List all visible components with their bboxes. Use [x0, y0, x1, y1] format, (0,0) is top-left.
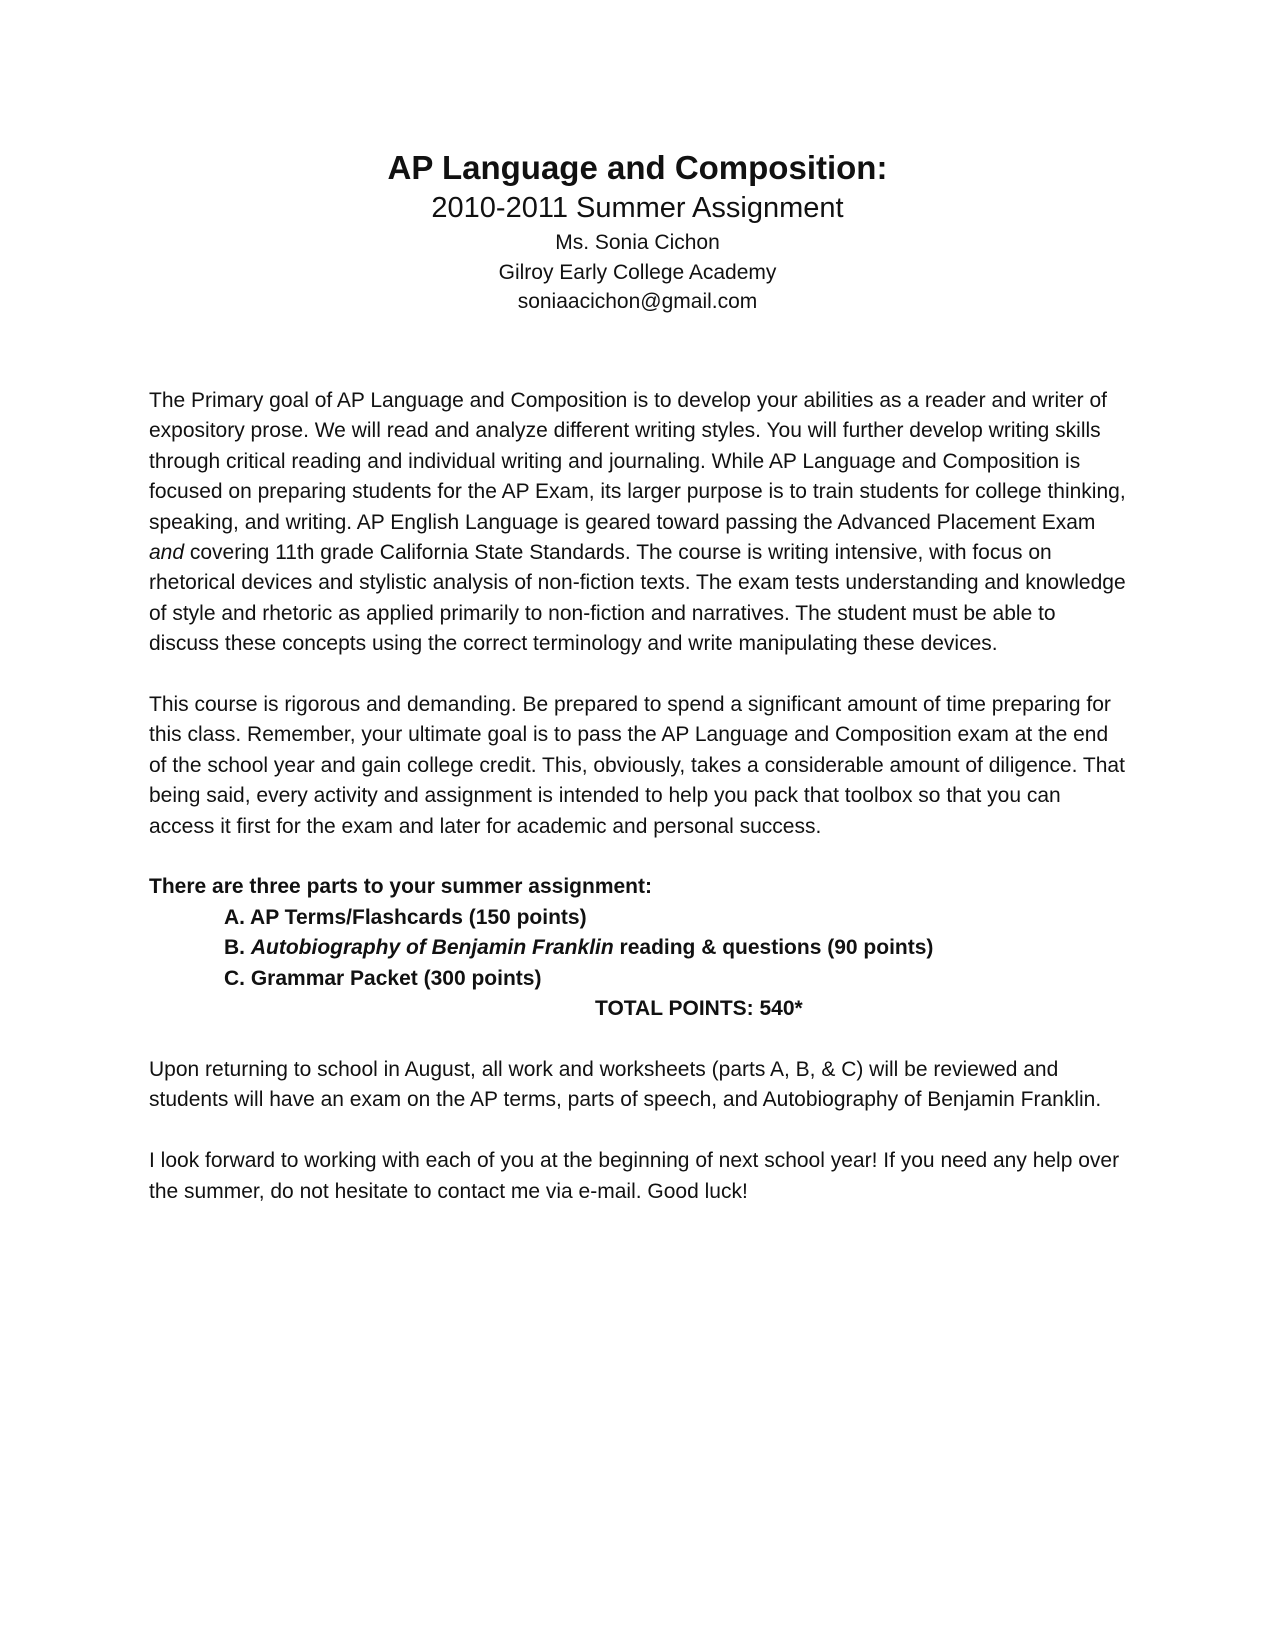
- assignment-item-b-prefix: B.: [224, 936, 251, 960]
- document-header: [0, 148, 1275, 317]
- document-body: [149, 386, 1129, 1207]
- paragraph-spacer: [149, 842, 1129, 872]
- page-title: AP Language and Composition:: [387, 149, 888, 186]
- paragraph-spacer: [149, 1025, 1129, 1055]
- teacher-name: Ms. Sonia Cichon: [555, 231, 720, 254]
- assignment-item-c: C. Grammar Packet (300 points): [224, 966, 542, 990]
- assignment-item-b-title: Autobiography of Benjamin Franklin: [250, 936, 614, 960]
- expectations-paragraph: This course is rigorous and demanding. Be prepared to spend a significant amount of time preparing for this class. Remember, your ultimate goal is to pass the AP Language and Composition exam at the end of the school year and gain college credit. This, obviously, takes a considerable amount of diligence. That being said, every activity and assignment is intended to help you pack that toolbox so that you can access it first for the exam and later for academic and personal success.: [149, 693, 1125, 838]
- total-points: TOTAL POINTS: 540*: [595, 997, 803, 1021]
- assignment-item-b: [224, 933, 1129, 963]
- intro-text-start: The Primary goal of AP Language and Composition is to develop your abilities as a reader and writer of expository prose. We will read and analyze different writing styles. You will further develop writing skills through critical reading and individual writing and journaling. While AP Language and Composition is focused on preparing students for the AP Exam, its larger purpose is to train students for college thinking, speaking, and writing. AP English Language is geared toward passing the Advanced Placement Exam: [149, 389, 1126, 534]
- paragraph-spacer: [149, 660, 1129, 690]
- page-subtitle: 2010-2011 Summer Assignment: [431, 192, 844, 224]
- assignment-heading: There are three parts to your summer assignment:: [149, 875, 652, 899]
- assignment-item-b-suffix: reading & questions (90 points): [613, 936, 934, 960]
- return-paragraph: Upon returning to school in August, all work and worksheets (parts A, B, & C) will be reviewed and students will have an exam on the AP terms, parts of speech, and Autobiography of Benjamin Franklin.: [149, 1057, 1102, 1112]
- intro-text-end: covering 11th grade California State Standards. The course is writing intensive, with focus on rhetorical devices and stylistic analysis of non-fiction texts. The exam tests understanding and knowledge of style and rhetoric as applied primarily to non-fiction and narratives. The student must be able to discuss these concepts using the correct terminology and write manipulating these devices.: [149, 541, 1126, 656]
- intro-paragraph: [149, 386, 1129, 660]
- closing-paragraph: I look forward to working with each of you at the beginning of next school year! If you need any help over the summer, do not hesitate to contact me via e-mail. Good luck!: [149, 1149, 1120, 1203]
- paragraph-spacer: [149, 1116, 1129, 1146]
- intro-italic-word: and: [149, 541, 185, 565]
- contact-email: soniaacichon@gmail.com: [517, 290, 758, 313]
- school-name: Gilroy Early College Academy: [498, 260, 777, 284]
- assignment-item-a: A. AP Terms/Flashcards (150 points): [224, 905, 587, 929]
